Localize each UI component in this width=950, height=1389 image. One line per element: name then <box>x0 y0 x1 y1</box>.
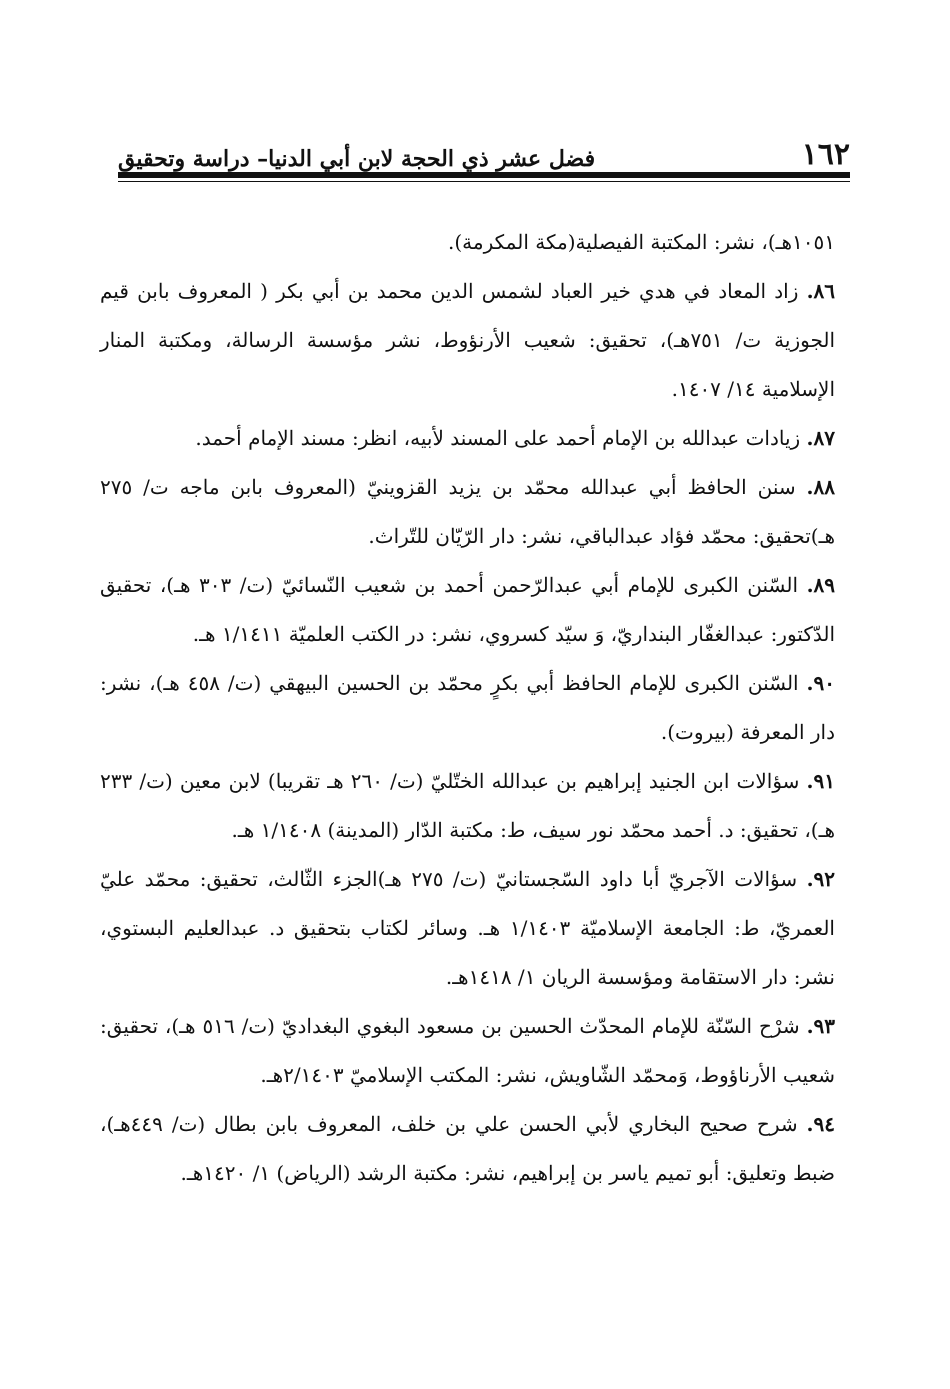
entry-text: السّنن الكبرى للإمام الحافظ أبي بكرٍ محمّد بن الحسين البيهقي (ت/ ٤٥٨ هـ)، نشر: دار المعرفة (بيروت). <box>100 671 835 744</box>
page-number: ١٦٢ <box>801 137 850 172</box>
entry-text: ١٠٥١هـ)، نشر: المكتبة الفيصلية(مكة المكرمة). <box>448 230 835 254</box>
entry-number: ٩١. <box>806 769 835 793</box>
entry-number: ٩٢. <box>806 867 836 891</box>
running-title: فضل عشر ذي الحجة لابن أبي الدنيا– دراسة وتحقيق <box>118 146 596 172</box>
entry-number: ٨٦. <box>806 279 836 303</box>
entry-number: ٩٣. <box>806 1014 836 1038</box>
entry-text: سؤالات ابن الجنيد إبراهيم بن عبدالله الختّليّ (ت/ ٢٦٠ هـ تقريبا) لابن معين (ت/ ٢٣٣ هـ)، تحقيق: د. أحمد محمّد نور سيف، ط: مكتبة الدّار (المدينة) ١/١٤٠٨ هـ. <box>100 769 835 842</box>
bibliography-list <box>100 218 835 1198</box>
bibliography-entry <box>100 561 835 659</box>
entry-number: ٨٨. <box>806 475 835 499</box>
bibliography-entry <box>100 1100 835 1198</box>
entry-text: شرْح السّنّة للإمام المحدّث الحسين بن مسعود البغوي البغداديّ (ت/ ٥١٦ هـ)، تحقيق: شعيب الأرناؤوط، وَمحمّد الشّاويش، نشر: المكتب الإسلاميّ ٢/١٤٠٣هـ. <box>100 1014 835 1087</box>
entry-text: السّنن الكبرى للإمام أبي عبدالرّحمن أحمد بن شعيب النّسائيّ (ت/ ٣٠٣ هـ)، تحقيق الدّكتور: عبدالغفّار البنداريّ، وَ سيّد كسروي، نشر: در الكتب العلميّة ١/١٤١١ هـ. <box>100 573 835 646</box>
entry-text: سؤالات الآجريّ أبا داود السّجستانيّ (ت/ ٢٧٥ هـ)الجزء الثّالث، تحقيق: محمّد عليّ العمريّ، ط: الجامعة الإسلاميّة ١/١٤٠٣ هـ. وسائر لكتاب بتحقيق د. عبدالعليم البستوي، نشر: دار الاستقامة ومؤسسة الريان ١/ ١٤١٨هـ. <box>100 867 835 989</box>
entry-text: زيادات عبدالله بن الإمام أحمد على المسند لأبيه، انظر: مسند الإمام أحمد. <box>195 426 801 450</box>
entry-text: زاد المعاد في هدي خير العباد لشمس الدين محمد بن أبي بكر ( المعروف بابن قيم الجوزية ت/ ٧٥١هـ)، تحقيق: شعيب الأرنؤوط، نشر مؤسسة الرسالة، ومكتبة المنار الإسلامية ١٤/ ١٤٠٧. <box>100 279 835 401</box>
entry-number: ٩٤. <box>806 1112 835 1136</box>
header-rule-thin <box>118 181 850 182</box>
bibliography-entry <box>100 463 835 561</box>
bibliography-entry <box>100 757 835 855</box>
entry-number: ٨٧. <box>806 426 835 450</box>
entry-text: شرح صحيح البخاري لأبي الحسن علي بن خلف، المعروف بابن بطال (ت/ ٤٤٩هـ)، ضبط وتعليق: أبو تميم ياسر بن إبراهيم، نشر: مكتبة الرشد (الرياض) ١/ ١٤٢٠هـ. <box>100 1112 835 1185</box>
page-header <box>118 130 850 170</box>
bibliography-entry <box>100 855 835 1002</box>
entry-text: سنن الحافظ أبي عبدالله محمّد بن يزيد القزوينيّ (المعروف بابن ماجه ت/ ٢٧٥ هـ)تحقيق: محمّد فؤاد عبدالباقي، نشر: دار الرّيّان للتّراث. <box>100 475 835 548</box>
bibliography-entry <box>100 218 835 267</box>
bibliography-entry <box>100 267 835 414</box>
entry-number: ٩٠. <box>806 671 835 695</box>
header-rule-thick <box>118 172 850 178</box>
entry-number: ٨٩. <box>806 573 836 597</box>
bibliography-entry <box>100 414 835 463</box>
bibliography-entry <box>100 1002 835 1100</box>
bibliography-entry <box>100 659 835 757</box>
